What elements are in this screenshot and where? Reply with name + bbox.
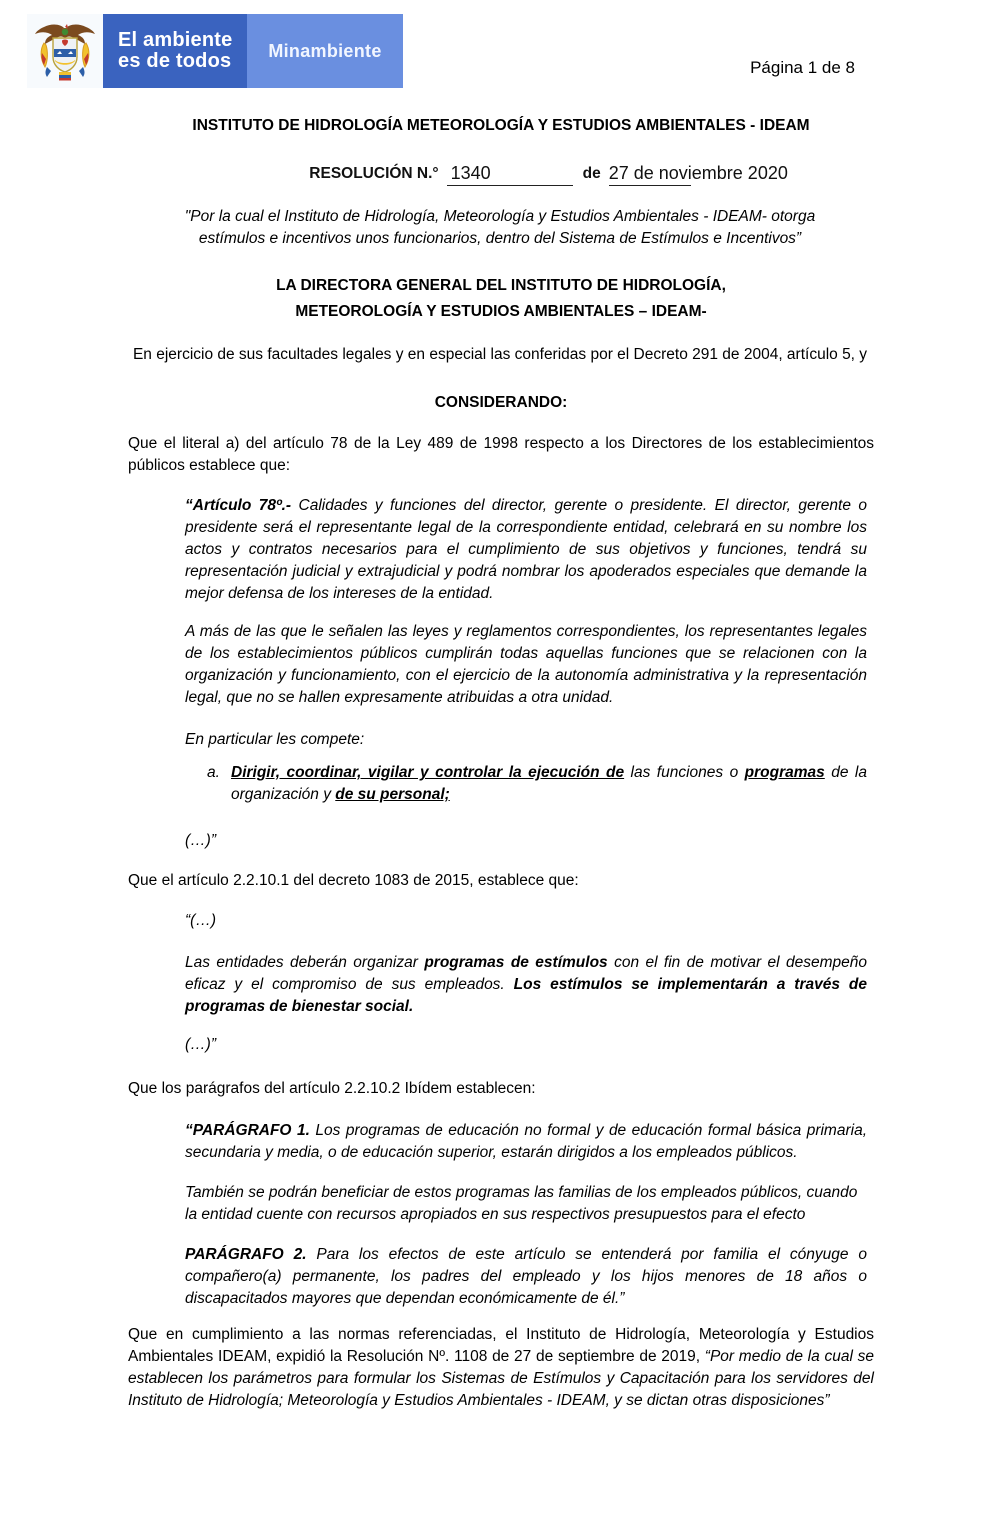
ellipsis-close-1: (…)” <box>185 832 216 849</box>
paragraph-decreto-1083: Que el artículo 2.2.10.1 del decreto 1083 de 2015, establece que: <box>128 872 579 889</box>
ministry-label: Minambiente <box>247 14 403 88</box>
text-segment: PARÁGRAFO 2. <box>185 1246 307 1263</box>
resolution-connector: de <box>582 165 601 182</box>
text-segment: programas de estímulos <box>424 954 608 971</box>
institute-title: INSTITUTO DE HIDROLOGÍA METEOROLOGÍA Y ESTUDIOS AMBIENTALES - IDEAM <box>192 117 810 134</box>
tagline-line1: El ambiente <box>118 29 233 51</box>
ellipsis-open: “(…) <box>185 912 216 929</box>
tagline-box <box>103 14 247 88</box>
text-segment: Para los efectos de este artículo se entenderá por familia el cónyuge o compañero(a) permanente, los padres del empleado y los hijos menores de 18 años o discapacitados mayores que dependan económicamente de él.” <box>185 1246 867 1307</box>
quote-paragrafo-2 <box>185 1244 867 1310</box>
resolution-row <box>0 152 1000 186</box>
text-segment: Dirigir, coordinar, vigilar y controlar la ejecución de <box>231 764 625 781</box>
text-segment: programas <box>744 764 825 781</box>
paragraph-literal-a: Que el literal a) del artículo 78 de la Ley 489 de 1998 respecto a los Directores de los establecimientos públicos establece que: <box>128 435 874 474</box>
text-segment: Los estímulos se implementarán a través de programas de bienestar social. <box>185 976 867 1015</box>
text-segment: Los programas de educación no formal y de educación formal básica primaria, secundaria y media, o de educación superior, estarán dirigidos a los empleados públicos. <box>185 1122 867 1161</box>
text-segment: “Artículo 78º.- <box>185 497 299 514</box>
list-item-a <box>207 762 867 806</box>
colombia-coat-of-arms-icon <box>32 19 98 83</box>
text-segment: Que en cumplimiento a las normas referenciadas, el Instituto de Hidrología, Meteorología y Estudios Ambientales IDEAM, expidió la Resolución Nº. 1108 de 27 de septiembre de 2019, <box>128 1326 874 1365</box>
resolution-label: RESOLUCIÓN N.° <box>309 165 439 182</box>
subject-quote: "Por la cual el Instituto de Hidrología, Meteorología y Estudios Ambientales - IDEAM- otorga estímulos e incentivos unos funcionarios, dentro del Sistema de Estímulos e Incentivos” <box>184 208 816 247</box>
text-segment: de la organización y <box>231 764 867 803</box>
quote-articulo-78 <box>185 495 867 605</box>
preamble: En ejercicio de sus facultades legales y en especial las conferidas por el Decreto 291 de 2004, artículo 5, y <box>132 346 868 363</box>
authority-line2: METEOROLOGÍA Y ESTUDIOS AMBIENTALES – IDEAM- <box>295 303 707 320</box>
text-segment: con el fin de motivar el desempeño eficaz y el compromiso de sus empleados. <box>185 954 867 993</box>
paragraph-paragrafos: Que los parágrafos del artículo 2.2.10.2 Ibídem establecen: <box>128 1080 536 1097</box>
text-segment: “PARÁGRAFO 1. <box>185 1122 310 1139</box>
quote-paragrafo-1 <box>185 1120 867 1164</box>
crest-box <box>27 14 103 88</box>
text-segment: las funciones o <box>624 764 745 781</box>
authority-heading <box>128 273 874 325</box>
ellipsis-close-2: (…)” <box>185 1036 216 1053</box>
quote-entidades-estimulos <box>185 952 867 1018</box>
quote-tambien-beneficiar: También se podrán beneficiar de estos programas las familias de los empleados públicos, cuando la entidad cuente con recursos apropiados en sus respectivos presupuestos para el efecto <box>185 1184 858 1223</box>
list-item-a-text <box>231 762 867 806</box>
text-segment: Calidades y funciones del director, gerente o presidente. El director, gerente o presidente será el representante legal de la correspondiente entidad, celebrará en su nombre los actos y contratos necesarios para el cumplimiento de sus objetivos y funciones, tendrá su representación judicial y extrajudicial y podrá nombrar los apoderados especiales que demande la mejor defensa de los intereses de la entidad. <box>185 497 867 602</box>
resolution-number-field: 1340 <box>447 161 573 186</box>
page-indicator: Página 1 de 8 <box>750 58 855 77</box>
text-segment: de su personal; <box>335 786 450 803</box>
quote-a-mas-de-las: A más de las que le señalen las leyes y reglamentos correspondientes, los representantes legales de los establecimientos públicos cumplirán todas aquellas funciones que se relacionen con la organización y funcionamiento, con el ejercicio de la autonomía administrativa y la representación legal, que no se hallen expresamente atribuidas a otra unidad. <box>185 623 867 706</box>
list-item-a-marker: a. <box>207 764 220 781</box>
text-segment: Las entidades deberán organizar <box>185 954 425 971</box>
text-segment: “Por medio de la cual se establecen los parámetros para formular los Sistemas de Estímulos y Capacitación para los servidores del Instituto de Hidrología; Meteorología y Estudios Ambientales - IDEAM, y se dictan otras disposiciones” <box>128 1348 874 1409</box>
quote-en-particular: En particular les compete: <box>185 731 365 748</box>
considering-heading: CONSIDERANDO: <box>434 394 568 411</box>
resolution-date-field: 27 de noviembre 2020 <box>609 161 691 186</box>
ministry-logo-banner <box>27 14 403 88</box>
paragraph-resolucion-1108 <box>128 1324 874 1412</box>
authority-line1: LA DIRECTORA GENERAL DEL INSTITUTO DE HIDROLOGÍA, <box>276 277 726 294</box>
tagline-line2: es de todos <box>118 50 232 72</box>
